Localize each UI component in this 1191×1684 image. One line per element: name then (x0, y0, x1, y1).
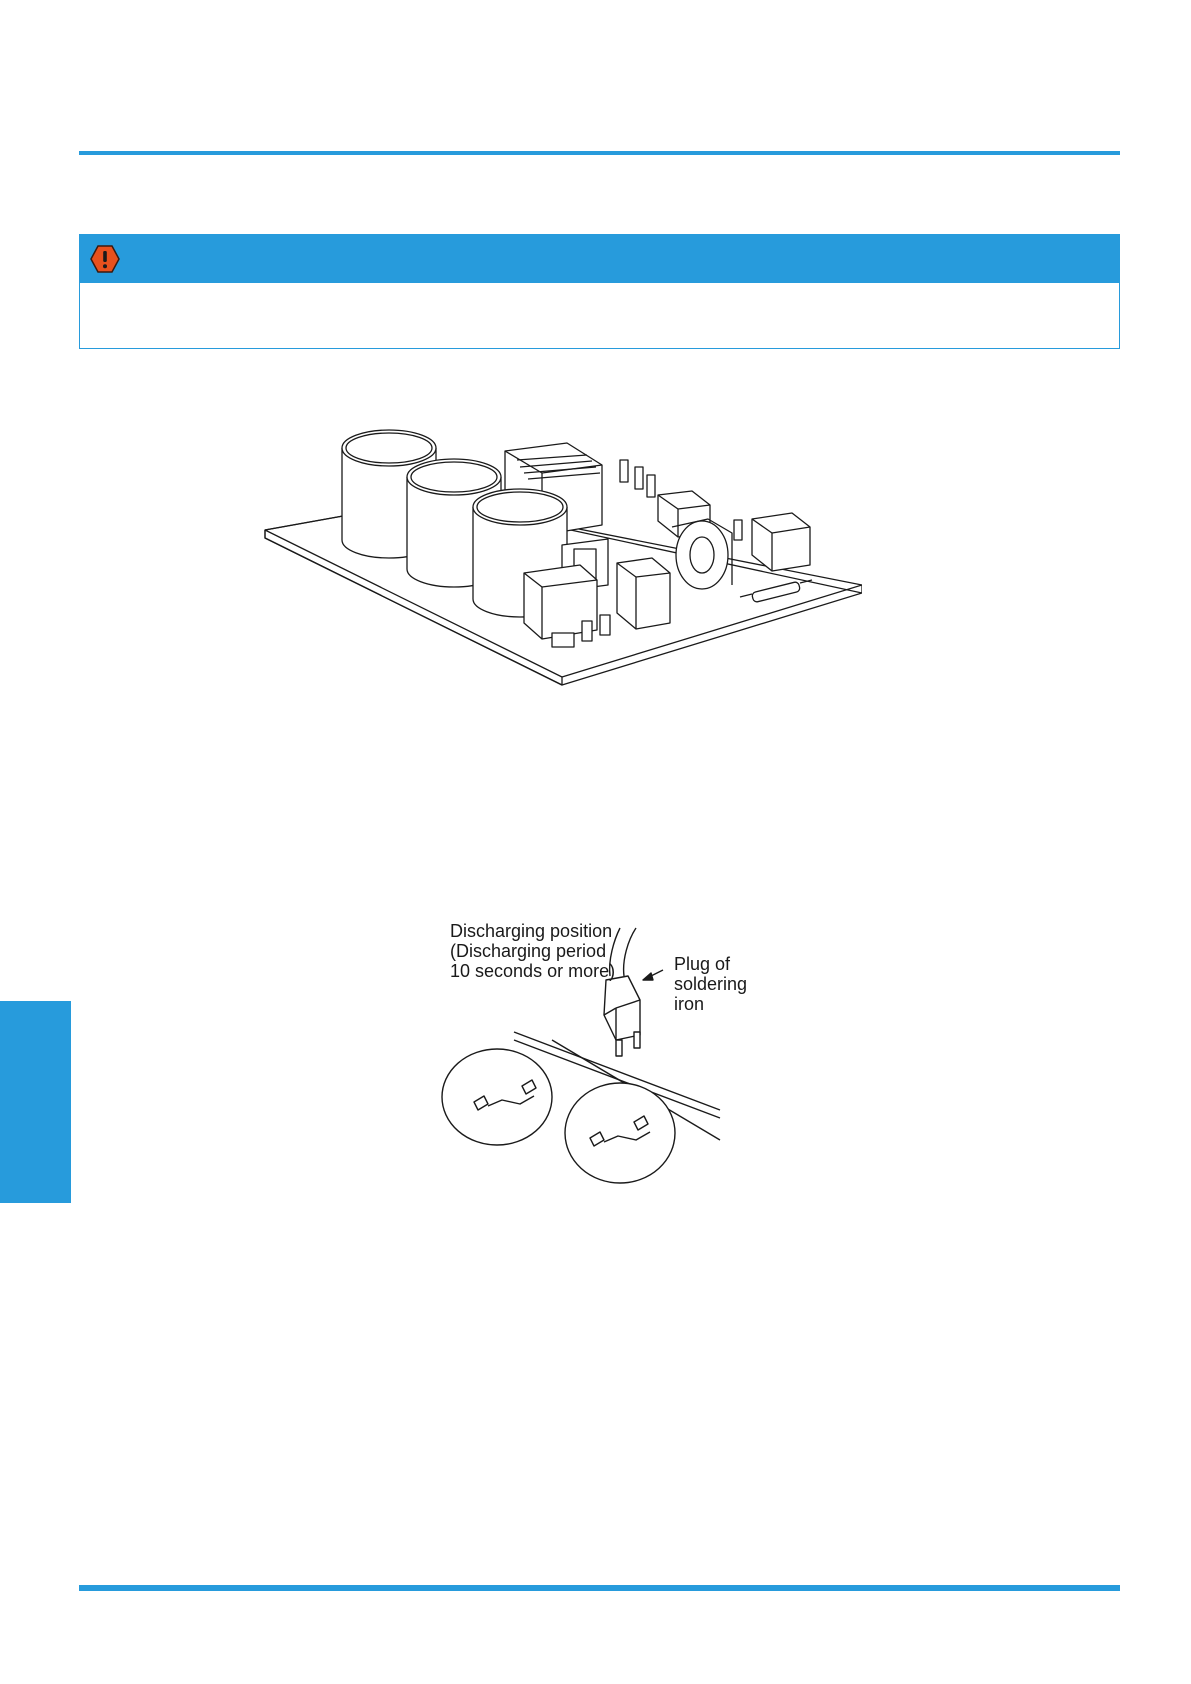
discharging-position-label (450, 921, 615, 981)
pcb-illustration (262, 415, 862, 695)
warning-header (80, 235, 1119, 283)
header-rule (79, 151, 1120, 155)
plug-label-line-2: soldering (674, 974, 748, 994)
discharging-position-line-2: (Discharging period (450, 941, 607, 961)
plug-label-line-1: Plug of (674, 954, 731, 974)
footer-rule (79, 1585, 1120, 1591)
discharging-position-line-1: Discharging position (450, 921, 613, 941)
warning-hexagon-icon (90, 245, 120, 273)
warning-body (80, 283, 1119, 348)
plug-label-line-3: iron (674, 994, 705, 1014)
warning-box (79, 234, 1120, 349)
section-side-tab (0, 1001, 71, 1203)
discharging-position-line-3: 10 seconds or more) (450, 961, 616, 981)
plug-label (674, 954, 747, 1014)
